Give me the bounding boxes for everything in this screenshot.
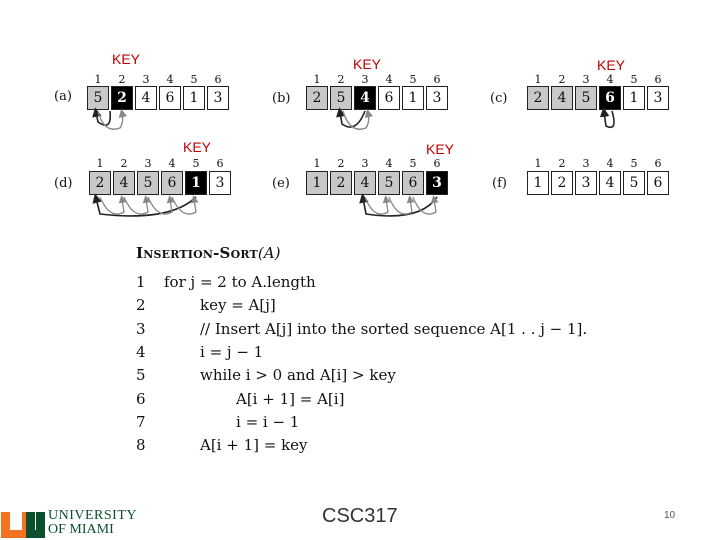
array-cell: 5 <box>575 86 597 110</box>
array-index: 5 <box>190 73 198 86</box>
array-cell: 5 <box>623 171 645 195</box>
array-cell: 3 <box>575 171 597 195</box>
array-index: 1 <box>313 157 321 170</box>
code-line-number: 8 <box>136 436 146 455</box>
array-cell: 2 <box>306 86 328 110</box>
key-label-e: KEY <box>426 141 455 157</box>
code-line: key = A[j] <box>200 296 276 315</box>
array-index: 3 <box>361 73 369 86</box>
code-line: A[i + 1] = key <box>200 436 308 455</box>
code-line-number: 7 <box>136 412 146 431</box>
algorithm-title-arg: (A) <box>257 244 281 262</box>
array-cell: 4 <box>354 86 376 110</box>
array-cell: 6 <box>159 86 181 110</box>
arrow-d-shift-1 <box>100 197 124 214</box>
arrow-e-shift-1 <box>365 197 388 214</box>
array-index: 4 <box>606 73 614 86</box>
array-cell: 2 <box>551 171 573 195</box>
arrow-e-shift-2 <box>389 197 412 214</box>
array-cell: 1 <box>306 171 328 195</box>
array-index: 2 <box>337 73 345 86</box>
array-cell: 3 <box>426 86 448 110</box>
array-index: 1 <box>534 157 542 170</box>
array-cell: 3 <box>207 86 229 110</box>
array-cell: 5 <box>330 86 352 110</box>
key-label-d: KEY <box>183 139 212 155</box>
code-line: A[i + 1] = A[i] <box>236 389 345 408</box>
key-label-a: KEY <box>112 51 141 67</box>
array-index: 2 <box>120 157 128 170</box>
array-index: 1 <box>313 73 321 86</box>
array-index: 3 <box>582 73 590 86</box>
array-index: 2 <box>118 73 126 86</box>
array-index: 3 <box>582 157 590 170</box>
array-index: 3 <box>361 157 369 170</box>
course-label: CSC317 <box>322 505 398 527</box>
array-index: 3 <box>144 157 152 170</box>
array-index: 6 <box>654 73 662 86</box>
array-cell: 4 <box>135 86 157 110</box>
code-line: i = i − 1 <box>236 412 300 431</box>
key-label-c: KEY <box>597 57 626 73</box>
array-cell: 6 <box>599 86 621 110</box>
code-line: for j = 2 to A.length <box>164 273 316 291</box>
array-index: 5 <box>192 157 200 170</box>
code-line-number: 6 <box>136 389 146 408</box>
university-name <box>48 509 137 537</box>
array-index: 4 <box>385 157 393 170</box>
university-line-1: UNIVERSITY <box>48 508 137 523</box>
array-cell: 6 <box>161 171 183 195</box>
array-index: 6 <box>214 73 222 86</box>
array-index: 4 <box>168 157 176 170</box>
array-cell: 4 <box>551 86 573 110</box>
array-cell: 6 <box>647 171 669 195</box>
panel-label: (c) <box>490 91 508 106</box>
array-cell: 5 <box>378 171 400 195</box>
array-index: 1 <box>94 73 102 86</box>
array-cell: 2 <box>111 86 133 110</box>
array-index: 6 <box>654 157 662 170</box>
insertion-arrows <box>0 0 720 230</box>
array-cell: 1 <box>185 171 207 195</box>
array-index: 5 <box>409 73 417 86</box>
panel-label: (d) <box>54 176 73 191</box>
panel-label: (a) <box>54 89 72 104</box>
code-line-number: 5 <box>136 366 146 385</box>
array-cell: 5 <box>87 86 109 110</box>
array-cell: 1 <box>623 86 645 110</box>
array-cell: 1 <box>183 86 205 110</box>
code-line-number: 2 <box>136 296 146 315</box>
array-index: 4 <box>606 157 614 170</box>
array-index: 6 <box>433 73 441 86</box>
arrow-c-key <box>604 111 614 127</box>
code-line: i = j − 1 <box>200 342 264 361</box>
array-index: 2 <box>558 157 566 170</box>
code-line: // Insert A[j] into the sorted sequence A[1 . . j − 1]. <box>200 319 588 338</box>
array-cell: 3 <box>209 171 231 195</box>
code-line-number: 3 <box>136 319 146 338</box>
array-cell: 2 <box>527 86 549 110</box>
page-number: 10 <box>664 510 676 521</box>
key-label-b: KEY <box>353 56 382 72</box>
array-index: 2 <box>337 157 345 170</box>
panel-label: (e) <box>272 176 290 191</box>
array-cell: 1 <box>527 171 549 195</box>
array-cell: 3 <box>647 86 669 110</box>
array-index: 5 <box>409 157 417 170</box>
code-line: while i > 0 and A[i] > key <box>200 366 396 385</box>
array-cell: 6 <box>402 171 424 195</box>
arrow-d-shift-2 <box>124 197 148 214</box>
university-logo-icon <box>0 508 46 540</box>
array-index: 1 <box>96 157 104 170</box>
panel-label: (b) <box>272 91 291 106</box>
array-index: 5 <box>630 73 638 86</box>
code-line-number: 1 <box>136 273 146 291</box>
array-index: 3 <box>142 73 150 86</box>
code-line-number: 4 <box>136 342 146 361</box>
array-cell: 4 <box>354 171 376 195</box>
array-index: 6 <box>216 157 224 170</box>
array-index: 4 <box>385 73 393 86</box>
array-cell: 3 <box>426 171 448 195</box>
array-cell: 4 <box>113 171 135 195</box>
array-index: 1 <box>534 73 542 86</box>
array-cell: 5 <box>137 171 159 195</box>
array-cell: 2 <box>89 171 111 195</box>
algorithm-title: Insertion-Sort <box>136 244 258 262</box>
array-index: 5 <box>630 157 638 170</box>
array-cell: 6 <box>378 86 400 110</box>
panel-label: (f) <box>492 176 507 191</box>
array-cell: 2 <box>330 171 352 195</box>
array-index: 4 <box>166 73 174 86</box>
array-cell: 4 <box>599 171 621 195</box>
university-line-2: OF MIAMI <box>48 522 114 537</box>
array-index: 6 <box>433 157 441 170</box>
array-cell: 1 <box>402 86 424 110</box>
array-index: 2 <box>558 73 566 86</box>
